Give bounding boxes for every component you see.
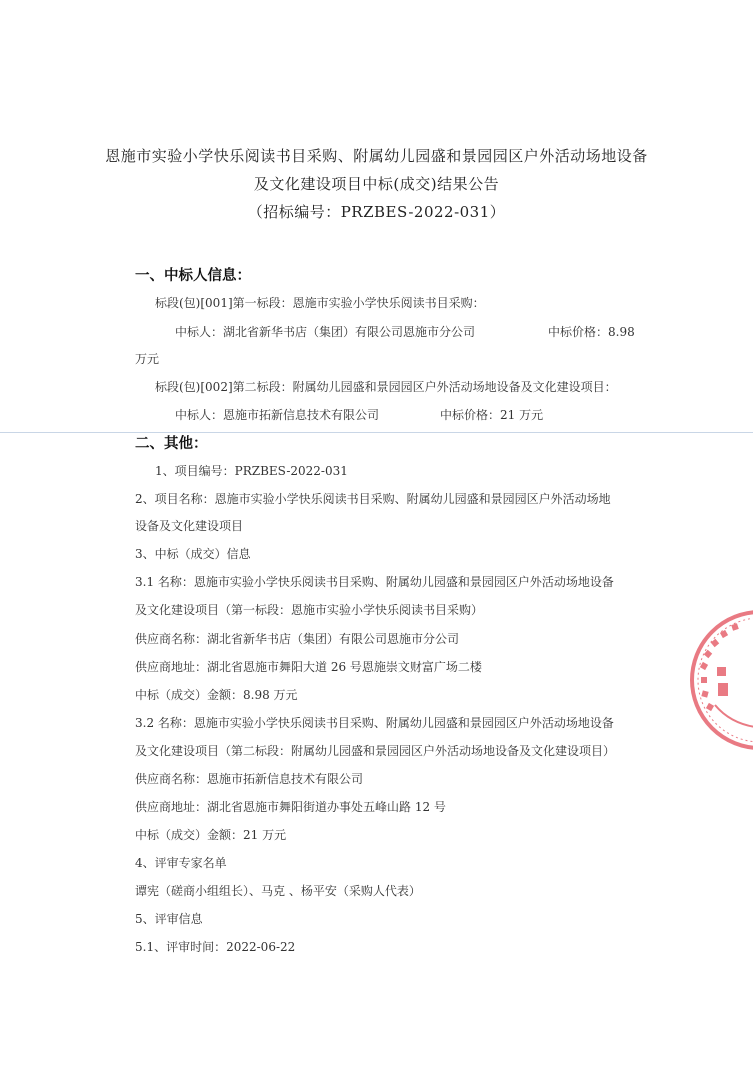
other-line-17: 5、评审信息: [135, 912, 203, 926]
section-2-heading: 二、其他：: [135, 436, 208, 452]
lot-1-price: 中标价格：8.98: [548, 325, 635, 339]
official-seal-stamp: [685, 605, 753, 755]
other-line-6: 及文化建设项目（第一标段：恩施市实验小学快乐阅读书目采购）: [135, 603, 484, 617]
other-line-10: 3.2 名称：恩施市实验小学快乐阅读书目采购、附属幼儿园盛和景园园区户外活动场地设备: [135, 716, 614, 730]
lot-2-price: 中标价格：21 万元: [440, 408, 544, 422]
other-line-18: 5.1、评审时间：2022-06-22: [135, 940, 296, 954]
page-divider: [0, 432, 753, 433]
other-line-8: 供应商地址：湖北省恩施市舞阳大道 26 号恩施崇文财富广场二楼: [135, 660, 482, 674]
other-line-1: 1、项目编号：PRZBES-2022-031: [155, 464, 348, 478]
lot-2-title: 标段(包)[002]第二标段：附属幼儿园盛和景园园区户外活动场地设备及文化建设项目：: [155, 380, 617, 394]
other-line-14: 中标（成交）金额：21 万元: [135, 828, 287, 842]
other-line-4: 3、中标（成交）信息: [135, 547, 251, 561]
lot-1-title: 标段(包)[001]第一标段：恩施市实验小学快乐阅读书目采购：: [155, 296, 485, 310]
other-line-7: 供应商名称：湖北省新华书店（集团）有限公司恩施市分公司: [135, 632, 460, 646]
other-line-11: 及文化建设项目（第二标段：附属幼儿园盛和景园园区户外活动场地设备及文化建设项目）: [135, 744, 616, 758]
other-line-16: 谭宪（磋商小组组长）、马克 、杨平安（采购人代表）: [135, 884, 421, 898]
lot-1-price-unit: 万元: [135, 352, 160, 366]
announcement-title-line-1: 恩施市实验小学快乐阅读书目采购、附属幼儿园盛和景园园区户外活动场地设备: [105, 147, 648, 165]
tender-code: （招标编号：PRZBES-2022-031）: [247, 203, 506, 221]
announcement-title-line-2: 及文化建设项目中标(成交)结果公告: [253, 175, 500, 193]
lot-2-winner: 中标人：恩施市拓新信息技术有限公司: [175, 408, 380, 422]
other-line-13: 供应商地址：湖北省恩施市舞阳街道办事处五峰山路 12 号: [135, 800, 446, 814]
other-line-9: 中标（成交）金额：8.98 万元: [135, 688, 298, 702]
other-line-2: 2、项目名称：恩施市实验小学快乐阅读书目采购、附属幼儿园盛和景园园区户外活动场地: [135, 492, 611, 506]
section-1-heading: 一、中标人信息：: [135, 268, 251, 284]
other-line-12: 供应商名称：恩施市拓新信息技术有限公司: [135, 772, 364, 786]
lot-1-winner: 中标人：湖北省新华书店（集团）有限公司恩施市分公司: [175, 325, 476, 339]
other-line-15: 4、评审专家名单: [135, 856, 227, 870]
other-line-3: 设备及文化建设项目: [135, 519, 244, 533]
other-line-5: 3.1 名称：恩施市实验小学快乐阅读书目采购、附属幼儿园盛和景园园区户外活动场地设备: [135, 575, 614, 589]
